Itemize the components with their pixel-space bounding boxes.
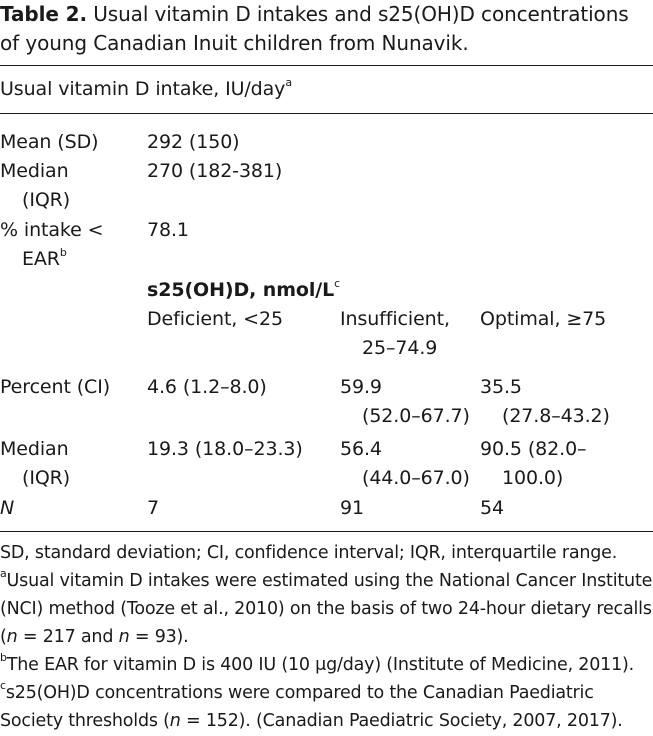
row-label-percent: Percent (CI) <box>0 376 111 398</box>
cell-percent-insufficient: 59.9 (52.0–67.7) <box>340 376 470 427</box>
table-title: Usual vitamin D intakes and s25(OH)D concentrations of young Canadian Inuit children from Nunavik. <box>0 2 629 55</box>
col-header-deficient: Deficient, <25 <box>147 308 283 330</box>
cell-percent-deficient: 4.6 (1.2–8.0) <box>147 376 267 398</box>
s25-header: s25(OH)D, nmol/$L^c$ <box>147 276 341 301</box>
top-rule <box>0 65 653 66</box>
intake-header: Usual vitamin D intake, IU/day$^a$ <box>0 75 292 100</box>
header-rule <box>0 113 653 114</box>
footnote-abbrev: SD, standard deviation; CI, confidence interval; IQR, interquartile range. <box>0 543 618 563</box>
cell-percent-optimal: 35.5 (27.8–43.2) <box>480 376 610 427</box>
table-footnotes <box>0 539 653 735</box>
footnote-b: $^b$The EAR for vitamin D is 400 IU (10 μg/day) (Institute of Medicine, 2011). <box>0 651 635 675</box>
cell-median-deficient: 19.3 (18.0–23.3) <box>147 438 303 460</box>
cell-median-insufficient: 56.4 (44.0–67.0) <box>340 438 470 489</box>
cell-n-optimal: 54 <box>480 497 504 519</box>
row-label-median-s25: Median (IQR) <box>0 438 71 489</box>
row-label-mean: Mean (SD) <box>0 131 99 153</box>
table-label: Table 2. <box>0 2 87 26</box>
cell-median-optimal: 90.5 (82.0– 100.0) <box>480 438 587 489</box>
row-label-n: N <box>0 497 15 519</box>
row-label-median-intake: Median (IQR) <box>0 160 71 211</box>
cell-n-insufficient: 91 <box>340 497 364 519</box>
footnote-c: $^c$s25(OH)D concentrations were compared to the Canadian Paediatric Society thresholds (n = 152). (Canadian Paediatric Society, 2007, 2017). <box>0 679 623 731</box>
cell-n-deficient: 7 <box>147 497 159 519</box>
col-header-optimal: Optimal, ≥75 <box>480 308 607 330</box>
bottom-rule <box>0 531 653 532</box>
table-caption <box>0 0 645 58</box>
col-header-insufficient: Insufficient, 25–74.9 <box>340 308 450 359</box>
value-mean: 292 (150) <box>147 131 240 153</box>
value-pct-ear: 78.1 <box>147 219 189 241</box>
row-label-pct-ear: % intake < $EAR^b$ <box>0 219 104 270</box>
value-median-intake: 270 (182-381) <box>147 160 283 182</box>
footnote-a: $^a$Usual vitamin D intakes were estimated using the National Cancer Institute (NCI) method (Tooze et al., 2010) on the basis of two 24-hour dietary recalls (n = 217 and n = 93). <box>0 567 653 647</box>
